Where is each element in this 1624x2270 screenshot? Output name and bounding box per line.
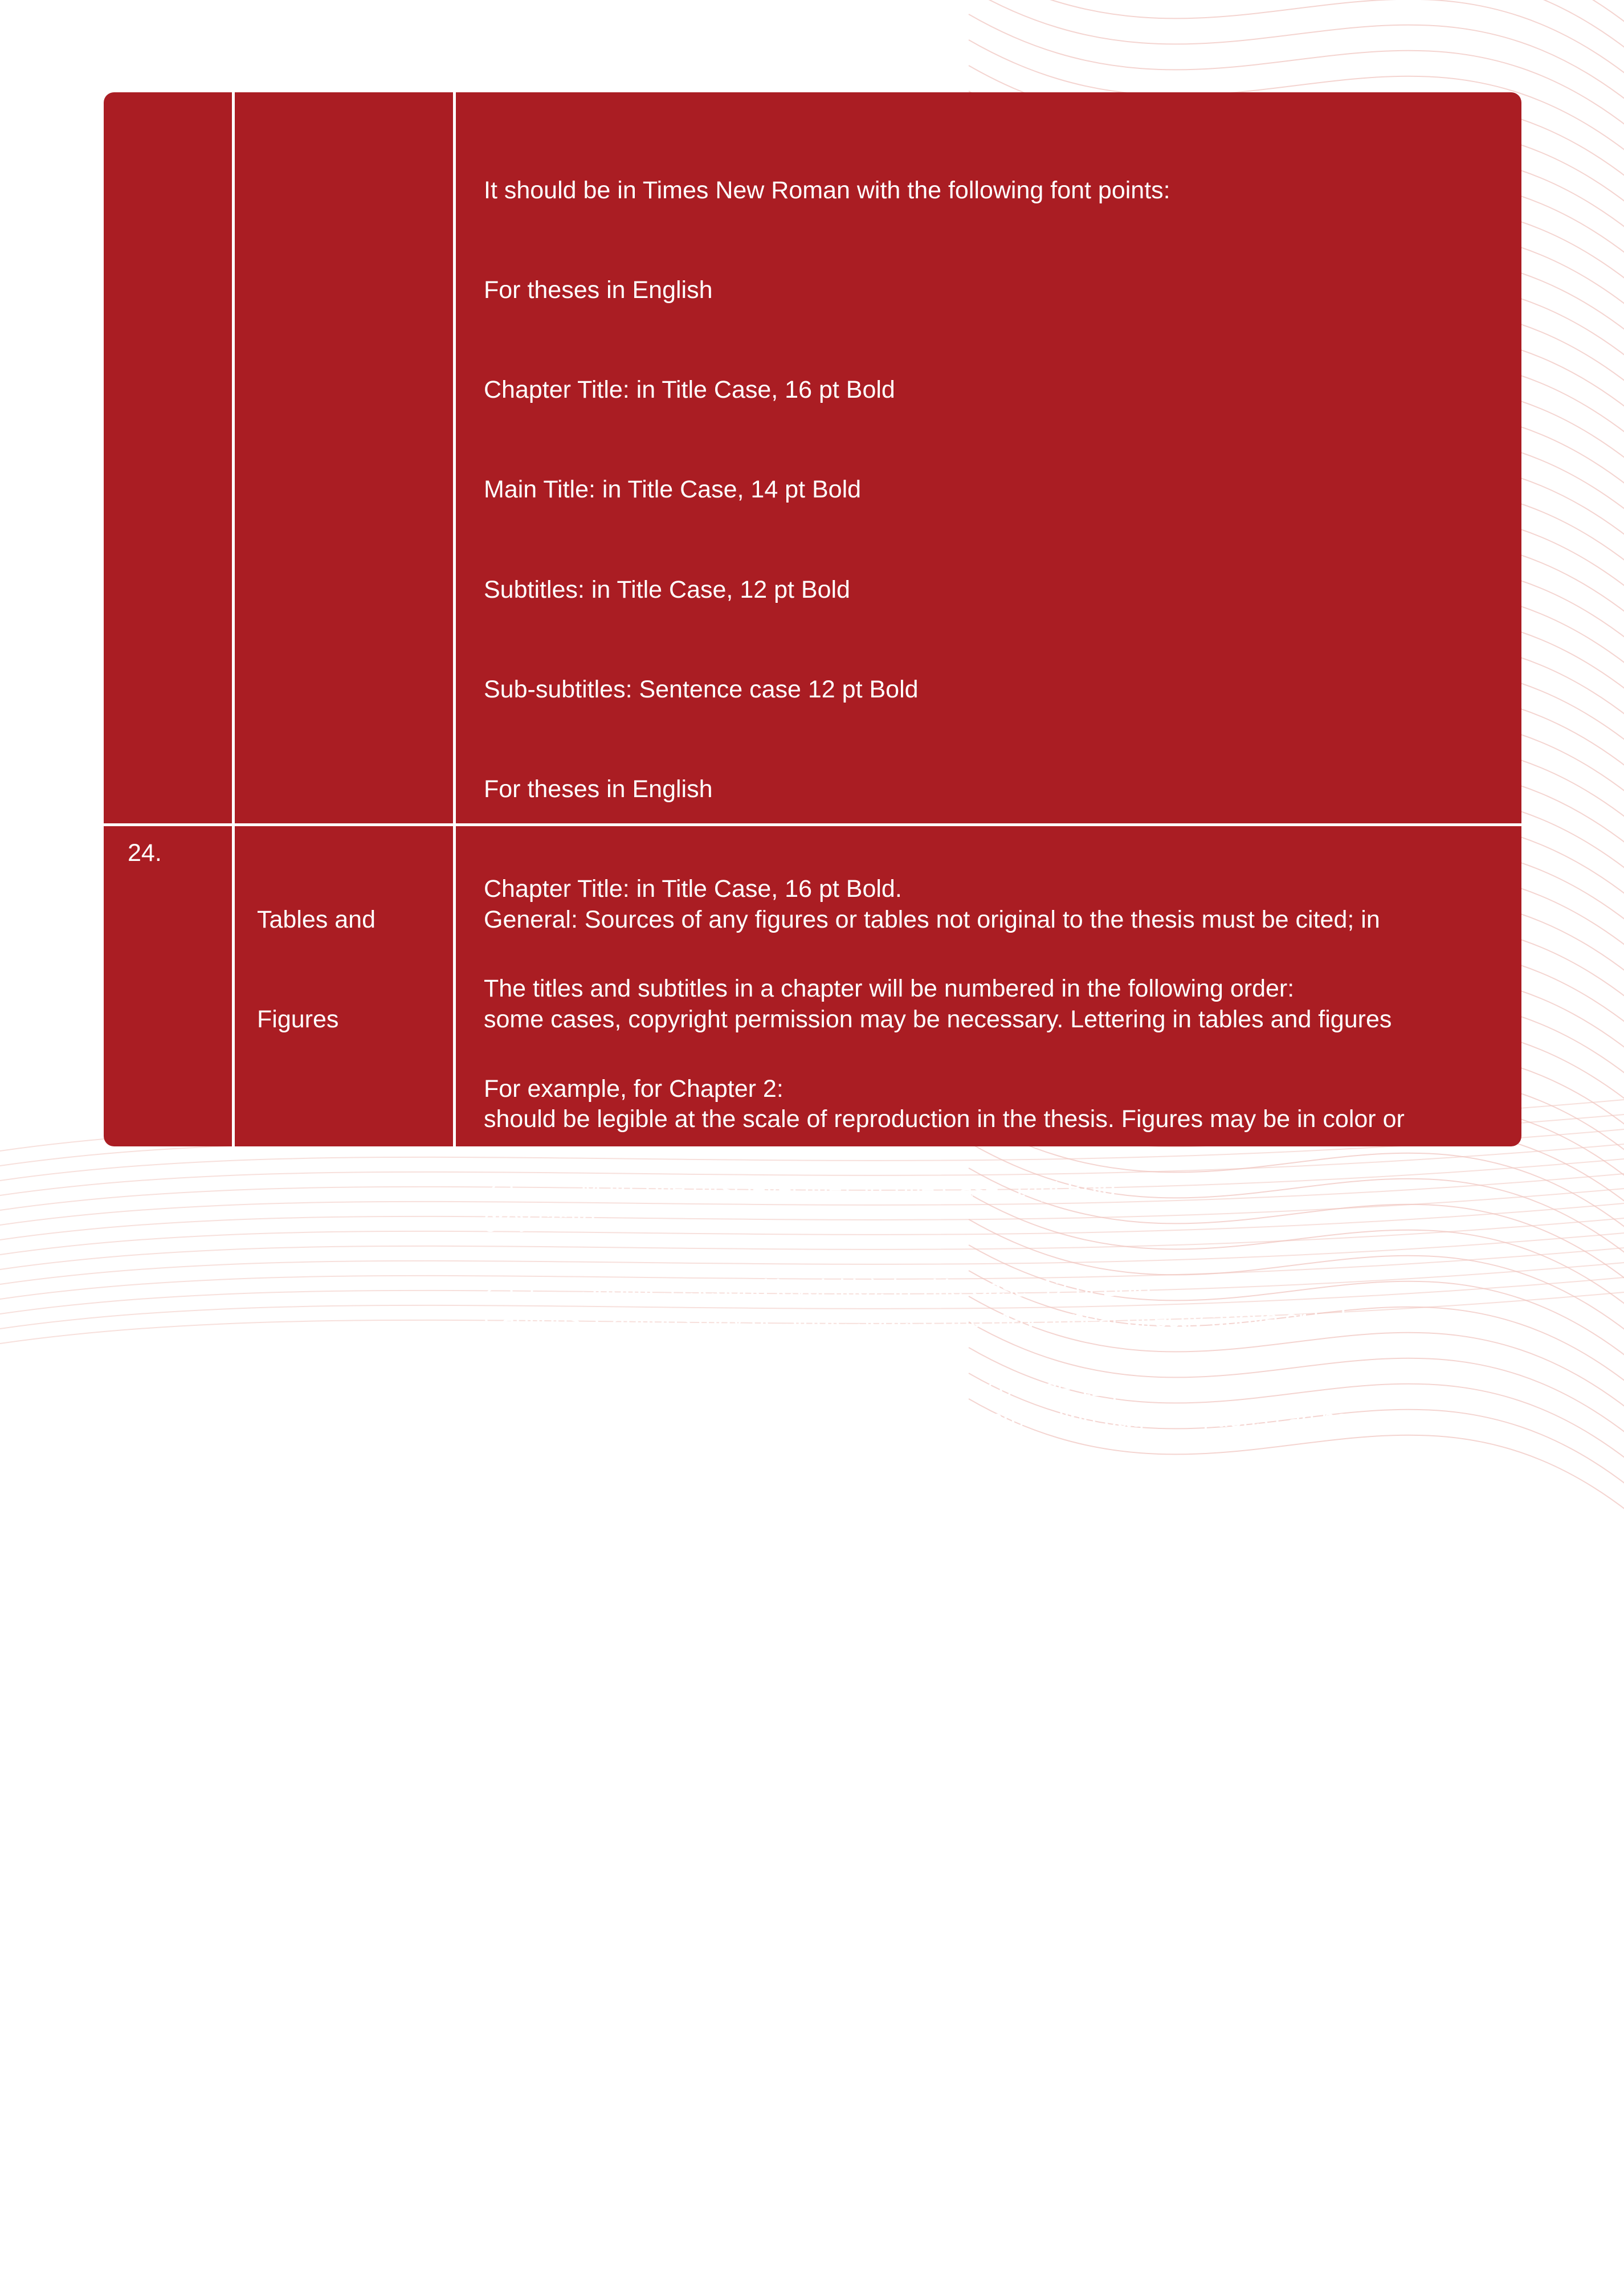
content-line: the figure or table or alone on the immediately preceding page. Captions can be in (484, 1405, 1375, 1432)
content-line: Page Setup: Figures, tables, and captions may be embedded in the text or appear on (484, 1604, 1407, 1632)
content-line: Chapter Title: in Title Case, 16 pt Bold (484, 376, 895, 404)
heading-text: Sub-subtitles (third level title): Sentence case 14pt Bold (581, 2073, 1182, 2101)
heading-number: 2.1.1.1 (484, 2073, 559, 2101)
numbered-heading-line (484, 1970, 1421, 2003)
content-line: some cases, copyright permission may be necessary. Lettering in tables and figures (484, 1006, 1392, 1034)
content-line: Chapter Title: in Title Case, 18 pt Bold. (484, 1574, 902, 1602)
content-line: General: Sources of any figures or tables not original to the thesis must be cited; in (484, 905, 1380, 933)
content-line: Chapter Title: in Title Case, 16 pt Bold. (484, 875, 902, 903)
heading-number: 2.1.1 (484, 1275, 538, 1303)
content-line: grey scale. (484, 1205, 602, 1233)
row2-title-cell (257, 836, 376, 1103)
content-line: For theses in English (484, 775, 713, 803)
content-line: The titles and subtitles in a chapter will be numbered in the following order: (484, 975, 1295, 1003)
row2-number-cell: 24. (128, 839, 162, 867)
content-line: Main Title: in Title Case, 14 pt Bold (484, 476, 862, 504)
content-line: Subtitles: in Title Case, 12 pt Bold (484, 575, 850, 603)
content-line: The titles and subtitles in a chapter will be numbered in the following order: (484, 1673, 1295, 1701)
content-line: For example, for Chapter 2: (484, 1774, 784, 1802)
section-title-line: Tables and (257, 905, 376, 933)
heading-text: Subtitles (second level title): in Title Case, 14pt Bold (581, 1973, 1145, 2001)
content-line: It should be in Times New Roman with the following font points: (484, 176, 1170, 204)
wave-line (969, 0, 1624, 77)
heading-text: Main Title (first level title): in Title Case, 14pt Bold (581, 1174, 1116, 1202)
content-line: Sub-subtitles: Sentence case 12 pt Bold (484, 675, 919, 703)
numbered-heading-line (484, 1871, 1421, 1904)
note-line: NB: The main title, subtitles and sub-subtitles may be used only in Chapters 2, 3 and 4 (484, 2173, 1421, 2200)
content-line: Captions: Captions may be single-spaced and may appear directly above or below (484, 1305, 1377, 1333)
content-line: separate pages as appropriate. Landscape or portrait orientation is acceptable, (484, 1704, 1340, 1732)
heading-number: 2.1 (484, 1174, 518, 1202)
row2-content-cell (484, 836, 1407, 1802)
content-line: should be legible at the scale of reproduction in the thesis. Figures may be in color or (484, 1105, 1405, 1133)
content-line: For example, for Chapter 2: (484, 1075, 784, 1103)
heading-number: 2.1.1.1 (484, 1374, 559, 1402)
wave-line (969, 0, 1624, 26)
content-line: sentence form, without capitalizing all major words. (484, 1505, 1037, 1533)
heading-number: 2.1 (484, 1873, 518, 1901)
column-divider-1 (232, 92, 235, 1146)
content-line: For theses in Urdu/Arabic: (484, 1474, 769, 1502)
heading-text: Sub-subtitles (third level title): Sentence case 12 pt Bold (581, 1374, 1189, 1402)
numbered-heading-line (484, 2071, 1421, 2104)
content-line: For theses in English (484, 276, 713, 304)
wave-line (969, 0, 1624, 103)
guidelines-table (104, 92, 1521, 2200)
section-title-line: Figures (257, 1006, 339, 1034)
heading-number: 2.1.1 (484, 1973, 538, 2001)
column-divider-2 (453, 92, 456, 1146)
heading-text: Main Title (first level title): in Title Case, 16pt Bold (581, 1873, 1116, 1901)
heading-text: Subtitles (second level title): in Title Case, 12 pt Bold (581, 1275, 1152, 1303)
